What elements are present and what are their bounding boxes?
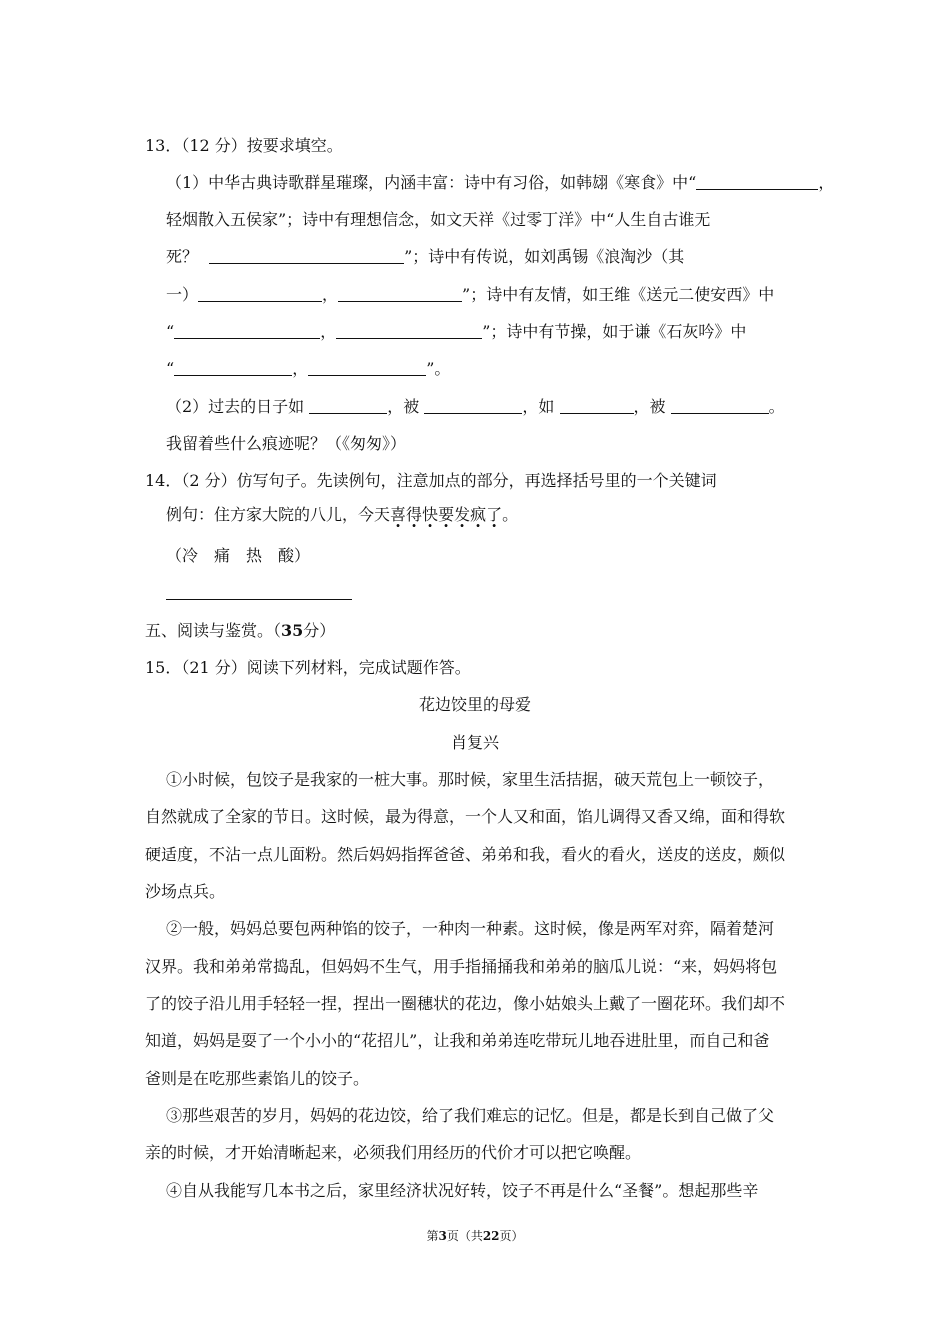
article-paragraph-line: 亲的时候，才开始清晰起来，必须我们用经历的代价才可以把它唤醒。	[145, 1143, 642, 1162]
answer-blank[interactable]	[309, 396, 387, 414]
answer-blank[interactable]	[174, 358, 292, 376]
article-paragraph-line: 自然就成了全家的节日。这时候，最为得意，一个人又和面，馅儿调得又香又绵，面和得软	[145, 807, 786, 826]
q13-p1-line2: 轻烟散入五侯家”；诗中有理想信念，如文天祥《过零丁洋》中“人生自古谁无	[166, 210, 711, 229]
answer-blank[interactable]	[174, 321, 320, 339]
answer-blank[interactable]	[209, 246, 404, 264]
article-paragraph-line: 沙场点兵。	[145, 882, 226, 901]
article-paragraph-line: ④自从我能写几本书之后，家里经济状况好转，饺子不再是什么“圣餐”。想起那些辛	[166, 1181, 759, 1200]
q13-header: 13．（12 分）按要求填空。	[145, 136, 343, 155]
q13-p1-line6: “ ， ”。	[166, 359, 451, 378]
answer-blank[interactable]	[560, 396, 634, 414]
article-paragraph-line: 爸则是在吃那些素馅儿的饺子。	[145, 1069, 370, 1088]
answer-blank[interactable]	[338, 284, 462, 302]
q14-header: 14．（2 分）仿写句子。先读例句，注意加点的部分，再选择括号里的一个关键词	[145, 471, 717, 490]
q13-p1-line4: 一） ， ”；诗中有友情，如王维《送元二使安西》中	[166, 285, 775, 304]
article-paragraph-line: ②一般，妈妈总要包两种馅的饺子，一种肉一种素。这时候，像是两军对弈，隔着楚河	[166, 919, 775, 938]
q13-p1-line3: 死？ ”；诗中有传说，如刘禹锡《浪淘沙（其	[166, 247, 685, 266]
answer-blank[interactable]	[308, 358, 426, 376]
answer-blank[interactable]	[424, 396, 522, 414]
answer-blank[interactable]	[671, 396, 769, 414]
q14-answer-line[interactable]	[166, 599, 352, 600]
section5-title: 五、阅读与鉴赏。（35分）	[145, 621, 336, 640]
q13-p1-line5: “ ， ”；诗中有节操，如于谦《石灰吟》中	[166, 322, 747, 341]
answer-blank[interactable]	[336, 321, 482, 339]
article-paragraph-line: 知道，妈妈是耍了一个小小的“花招儿”，让我和弟弟连吃带玩儿地吞进肚里，而自己和爸	[145, 1031, 770, 1050]
answer-blank[interactable]	[696, 172, 818, 190]
q13-p2-line1: （2）过去的日子如 ，被 ，如 ，被 。	[166, 397, 785, 416]
page-footer: 第3页（共22页）	[426, 1229, 524, 1243]
article-paragraph-line: ①小时候，包饺子是我家的一桩大事。那时候，家里生活拮据，破天荒包上一顿饺子，	[166, 770, 775, 789]
article-paragraph-line: 汉界。我和弟弟常捣乱，但妈妈不生气，用手指捅捅我和弟弟的脑瓜儿说：“来，妈妈将包	[145, 957, 778, 976]
q14-example: 例句：住方家大院的八儿，今天喜得快要发疯了。	[166, 505, 519, 524]
q13-p2-line2: 我留着些什么痕迹呢？（《匆匆》）	[166, 434, 407, 453]
q15-header: 15．（21 分）阅读下列材料，完成试题作答。	[145, 658, 471, 677]
article-title: 花边饺里的母爱	[418, 695, 531, 714]
q14-options: （冷 痛 热 酸）	[166, 546, 311, 565]
article-paragraph-line: 了的饺子沿儿用手轻轻一捏，捏出一圈穗状的花边，像小姑娘头上戴了一圈花环。我们却不	[145, 994, 786, 1013]
answer-blank[interactable]	[198, 284, 322, 302]
q13-p1-line1: （1）中华古典诗歌群星璀璨，内涵丰富：诗中有习俗，如韩翃《寒食》中“ ，	[166, 173, 835, 192]
article-paragraph-line: ③那些艰苦的岁月，妈妈的花边饺，给了我们难忘的记忆。但是，都是长到自己做了父	[166, 1106, 775, 1125]
article-paragraph-line: 硬适度，不沾一点儿面粉。然后妈妈指挥爸爸、弟弟和我，看火的看火，送皮的送皮，颇似	[145, 845, 786, 864]
article-author: 肖复兴	[450, 733, 499, 752]
